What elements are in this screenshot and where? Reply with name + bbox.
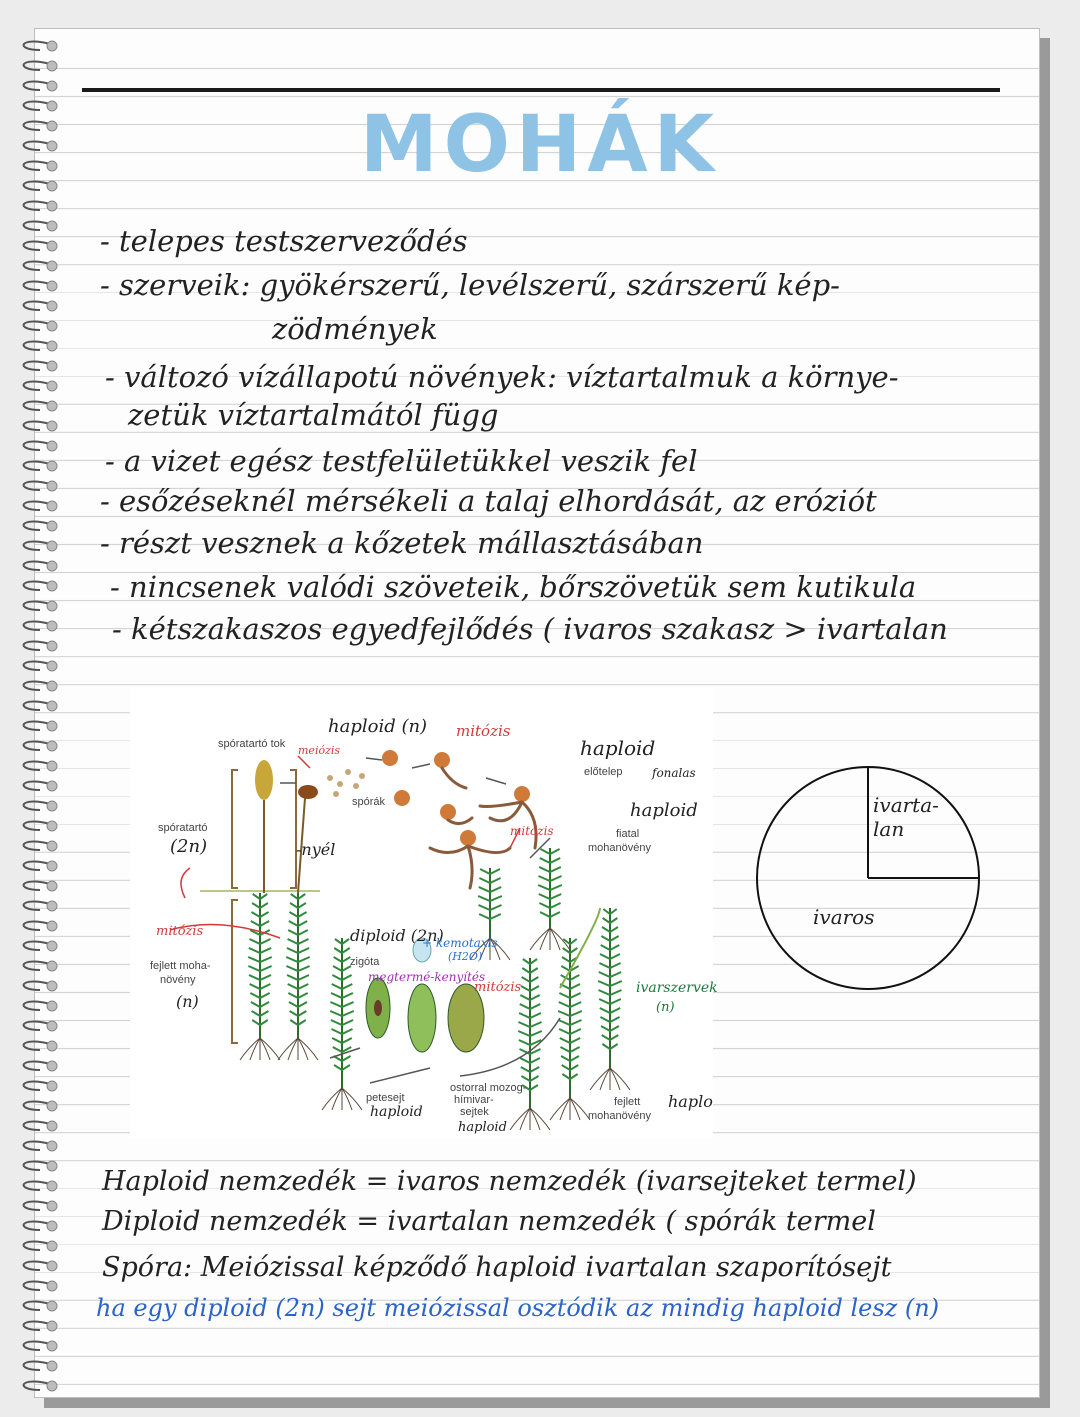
- spiral-ring: [24, 422, 50, 430]
- summary-spora: Spóra: Meiózissal képződő haploid ivartalan szaporítósejt: [102, 1252, 892, 1283]
- spiral-hole: [47, 381, 57, 391]
- hw-megtermekenyites: megtermé-kenyítés: [368, 970, 486, 984]
- spiral-hole: [47, 1041, 57, 1051]
- spiral-hole: [47, 801, 57, 811]
- spiral-hole: [47, 1101, 57, 1111]
- spiral-hole: [47, 1081, 57, 1091]
- bullet-item: - részt vesznek a kőzetek mállasztásában: [100, 526, 704, 560]
- spiral-hole: [47, 701, 57, 711]
- spiral-hole: [47, 501, 57, 511]
- label-sporak: spórák: [352, 796, 386, 808]
- spiral-hole: [47, 281, 57, 291]
- spiral-binding: [0, 0, 70, 1417]
- spiral-hole: [47, 1181, 57, 1191]
- spiral-ring: [24, 862, 50, 870]
- spiral-hole: [47, 1341, 57, 1351]
- spiral-ring: [24, 1322, 50, 1330]
- moss-rhizoid: [332, 1088, 342, 1110]
- spiral-hole: [47, 901, 57, 911]
- spiral-ring: [24, 982, 50, 990]
- spiral-ring: [24, 1222, 50, 1230]
- summary-note: ha egy diploid (2n) sejt meiózissal osztódik az mindig haploid lesz (n): [96, 1294, 940, 1322]
- moss-rhizoid: [590, 1068, 610, 1090]
- spiral-hole: [47, 61, 57, 71]
- spiral-hole: [47, 301, 57, 311]
- spiral-hole: [47, 521, 57, 531]
- spiral-ring: [24, 1122, 50, 1130]
- spiral-hole: [47, 81, 57, 91]
- moss-rhizoid: [550, 928, 560, 950]
- spiral-hole: [47, 721, 57, 731]
- spiral-ring: [24, 1062, 50, 1070]
- moss-rhizoid: [550, 1098, 570, 1120]
- pie-label-ivaros: ivaros: [813, 905, 875, 929]
- pie-label-ivartalan: ivarta- lan: [873, 793, 939, 841]
- spiral-hole: [47, 961, 57, 971]
- spiral-ring: [24, 82, 50, 90]
- spiral-ring: [24, 682, 50, 690]
- spiral-ring: [24, 922, 50, 930]
- moss-rhizoid: [530, 928, 550, 950]
- moss-rhizoid: [530, 1108, 550, 1130]
- spiral-ring: [24, 482, 50, 490]
- spiral-hole: [47, 481, 57, 491]
- label-zigota: zigóta: [350, 956, 380, 968]
- spiral-hole: [47, 121, 57, 131]
- spiral-hole: [47, 661, 57, 671]
- spiral-ring: [24, 502, 50, 510]
- spiral-hole: [47, 781, 57, 791]
- spiral-hole: [47, 1241, 57, 1251]
- hw-h2o: (H2O): [448, 950, 483, 963]
- label-noveny: növény: [160, 974, 196, 986]
- hw-n-right: (n): [656, 1000, 675, 1015]
- moss-rhizoid: [560, 1098, 570, 1120]
- spiral-ring: [24, 722, 50, 730]
- moss-rhizoid: [260, 1038, 280, 1060]
- bullet-item: - telepes testszerveződés: [100, 224, 468, 258]
- spiral-hole: [47, 41, 57, 51]
- spiral-ring: [24, 542, 50, 550]
- spiral-ring: [24, 182, 50, 190]
- spiral-hole: [47, 921, 57, 931]
- spiral-ring: [24, 122, 50, 130]
- spiral-ring: [24, 1262, 50, 1270]
- spiral-ring: [24, 1042, 50, 1050]
- label-himivar: hímivar-: [454, 1094, 494, 1106]
- spiral-hole: [47, 941, 57, 951]
- moss-rhizoid: [520, 1108, 530, 1130]
- spiral-ring: [24, 162, 50, 170]
- spiral-ring: [24, 822, 50, 830]
- label-sejtek: sejtek: [460, 1106, 489, 1118]
- bullet-item: - esőzéseknél mérsékeli a talaj elhordását, az eróziót: [100, 484, 877, 518]
- hw-nyel: -nyél: [296, 840, 336, 859]
- spiral-ring: [24, 1382, 50, 1390]
- spiral-hole: [47, 1361, 57, 1371]
- moss-rhizoid: [570, 1098, 580, 1120]
- spiral-hole: [47, 1301, 57, 1311]
- moss-rhizoid: [510, 1108, 530, 1130]
- spiral-hole: [47, 1001, 57, 1011]
- label-sporatarto: spóratartó: [158, 822, 208, 834]
- moss-rhizoid: [250, 1038, 260, 1060]
- summary-diploid: Diploid nemzedék = ivartalan nemzedék ( spórák termel: [102, 1206, 876, 1237]
- spiral-hole: [47, 181, 57, 191]
- spiral-hole: [47, 461, 57, 471]
- spiral-ring: [24, 1302, 50, 1310]
- bullet-item: - szerveik: gyökérszerű, levélszerű, szárszerű kép-: [100, 268, 840, 302]
- spiral-hole: [47, 361, 57, 371]
- spiral-ring: [24, 962, 50, 970]
- bullet-item: - változó vízállapotú növények: víztartalmuk a környe-: [105, 360, 899, 394]
- spiral-hole: [47, 581, 57, 591]
- spiral-ring: [24, 742, 50, 750]
- bullet-item-continuation: zetük víztartalmától függ: [128, 398, 499, 432]
- label-mohanoveny-fejlett: mohanövény: [588, 1110, 651, 1122]
- pie-drawing: [755, 765, 981, 991]
- spiral-hole: [47, 161, 57, 171]
- hw-haploid-top-right: haploid: [580, 736, 656, 760]
- spiral-ring: [24, 1342, 50, 1350]
- spiral-ring: [24, 1202, 50, 1210]
- label-ostorral: ostorral mozog-: [450, 1082, 527, 1094]
- hw-kemotaxis: + kemotaxis: [422, 936, 498, 950]
- spiral-ring: [24, 402, 50, 410]
- spiral-ring: [24, 142, 50, 150]
- header-rule: [82, 88, 1000, 92]
- spiral-ring: [24, 882, 50, 890]
- hw-n-left: (n): [176, 992, 199, 1011]
- label-mohanoveny-fiatal: mohanövény: [588, 842, 651, 854]
- hw-haploid-himivar: haploid: [458, 1120, 507, 1135]
- label-fejlett: fejlett: [614, 1096, 641, 1108]
- spiral-ring: [24, 202, 50, 210]
- moss-rhizoid: [610, 1068, 620, 1090]
- spiral-ring: [24, 262, 50, 270]
- hw-haploid-petesejt: haploid: [370, 1104, 423, 1120]
- hw-mitozis-mid: mitózis: [510, 824, 554, 838]
- spiral-ring: [24, 242, 50, 250]
- spiral-hole: [47, 101, 57, 111]
- spiral-ring: [24, 302, 50, 310]
- spiral-hole: [47, 221, 57, 231]
- spiral-ring: [24, 842, 50, 850]
- spiral-hole: [47, 201, 57, 211]
- moss-rhizoid: [278, 1038, 298, 1060]
- spiral-ring: [24, 322, 50, 330]
- spiral-hole: [47, 1161, 57, 1171]
- bullet-item: - a vizet egész testfelületükkel veszik fel: [105, 444, 698, 478]
- hw-haplo-right: haplo: [668, 1092, 713, 1111]
- spiral-ring: [24, 1002, 50, 1010]
- spiral-hole: [47, 561, 57, 571]
- spiral-hole: [47, 1381, 57, 1391]
- moss-life-cycle-diagram: [130, 688, 718, 1138]
- spiral-ring: [24, 42, 50, 50]
- spiral-ring: [24, 662, 50, 670]
- spiral-ring: [24, 1102, 50, 1110]
- moss-rhizoid: [240, 1038, 260, 1060]
- label-petesejt: petesejt: [366, 1092, 405, 1104]
- spiral-ring: [24, 1182, 50, 1190]
- hw-haploid-right: haploid: [630, 800, 698, 821]
- spiral-hole: [47, 541, 57, 551]
- hw-mitozis-low: mitózis: [474, 980, 522, 995]
- spiral-ring: [24, 802, 50, 810]
- label-fejlett-moha: fejlett moha-: [150, 960, 211, 972]
- hw-diploid-2n: diploid (2n): [350, 926, 444, 945]
- hw-fonalas: fonalas: [652, 766, 696, 780]
- spiral-hole: [47, 441, 57, 451]
- page-title: MOHÁK: [360, 100, 721, 190]
- hw-haploid-n: haploid (n): [328, 716, 428, 737]
- moss-rhizoid: [610, 1068, 630, 1090]
- hw-ivarszervek: ivarszervek: [636, 980, 718, 996]
- spiral-hole: [47, 1121, 57, 1131]
- spiral-hole: [47, 1321, 57, 1331]
- spiral-hole: [47, 1261, 57, 1271]
- spiral-ring: [24, 1282, 50, 1290]
- spiral-hole: [47, 401, 57, 411]
- spiral-ring: [24, 222, 50, 230]
- spiral-hole: [47, 1021, 57, 1031]
- spiral-ring: [24, 282, 50, 290]
- summary-haploid: Haploid nemzedék = ivaros nemzedék (ivarsejteket termel): [102, 1166, 917, 1197]
- moss-rhizoid: [298, 1038, 308, 1060]
- bullet-item: - nincsenek valódi szöveteik, bőrszövetük sem kutikula: [110, 570, 917, 604]
- spiral-ring: [24, 1142, 50, 1150]
- spiral-hole: [47, 141, 57, 151]
- spiral-hole: [47, 321, 57, 331]
- spiral-ring: [24, 442, 50, 450]
- moss-rhizoid: [342, 1088, 362, 1110]
- spiral-hole: [47, 1221, 57, 1231]
- spiral-ring: [24, 462, 50, 470]
- hw-meiozis: meiózis: [298, 744, 341, 757]
- label-sporatarto-tok: spóratartó tok: [218, 738, 286, 750]
- spiral-hole: [47, 861, 57, 871]
- moss-rhizoid: [298, 1038, 318, 1060]
- spiral-hole: [47, 681, 57, 691]
- moss-rhizoid: [260, 1038, 270, 1060]
- moss-rhizoid: [550, 928, 570, 950]
- spiral-ring: [24, 702, 50, 710]
- moss-rhizoid: [288, 1038, 298, 1060]
- moss-rhizoid: [570, 1098, 590, 1120]
- bullet-item-continuation: zödmények: [272, 312, 438, 346]
- spiral-ring: [24, 782, 50, 790]
- label-elotelep: előtelep: [584, 766, 623, 778]
- moss-rhizoid: [530, 1108, 540, 1130]
- spiral-hole: [47, 761, 57, 771]
- spiral-ring: [24, 602, 50, 610]
- spiral-ring: [24, 342, 50, 350]
- spiral-ring: [24, 1022, 50, 1030]
- spiral-hole: [47, 621, 57, 631]
- spiral-hole: [47, 421, 57, 431]
- spiral-hole: [47, 241, 57, 251]
- label-fiatal: fiatal: [616, 828, 640, 840]
- spiral-ring: [24, 1162, 50, 1170]
- moss-rhizoid: [342, 1088, 352, 1110]
- bullet-item: - kétszakaszos egyedfejlődés ( ivaros szakasz > ivartalan: [112, 612, 948, 646]
- spiral-hole: [47, 1281, 57, 1291]
- spiral-ring: [24, 642, 50, 650]
- hw-mitozis-top: mitózis: [456, 722, 511, 740]
- spiral-hole: [47, 1141, 57, 1151]
- spiral-hole: [47, 741, 57, 751]
- spiral-ring: [24, 522, 50, 530]
- spiral-hole: [47, 1201, 57, 1211]
- spiral-hole: [47, 881, 57, 891]
- spiral-ring: [24, 582, 50, 590]
- spiral-ring: [24, 1082, 50, 1090]
- hw-2n: (2n): [170, 836, 208, 857]
- spiral-ring: [24, 362, 50, 370]
- spiral-hole: [47, 981, 57, 991]
- spiral-ring: [24, 622, 50, 630]
- spiral-ring: [24, 762, 50, 770]
- spiral-ring: [24, 902, 50, 910]
- spiral-ring: [24, 382, 50, 390]
- moss-rhizoid: [540, 928, 550, 950]
- spiral-hole: [47, 261, 57, 271]
- moss-rhizoid: [322, 1088, 342, 1110]
- spiral-ring: [24, 1242, 50, 1250]
- moss-rhizoid: [600, 1068, 610, 1090]
- spiral-hole: [47, 341, 57, 351]
- generation-pie-chart: [755, 765, 981, 991]
- spiral-ring: [24, 1362, 50, 1370]
- spiral-hole: [47, 641, 57, 651]
- spiral-hole: [47, 601, 57, 611]
- hw-mitozis-left: mitózis: [156, 924, 204, 939]
- spiral-hole: [47, 841, 57, 851]
- spiral-ring: [24, 102, 50, 110]
- spiral-ring: [24, 562, 50, 570]
- spiral-hole: [47, 821, 57, 831]
- spiral-ring: [24, 942, 50, 950]
- spiral-hole: [47, 1061, 57, 1071]
- spiral-ring: [24, 62, 50, 70]
